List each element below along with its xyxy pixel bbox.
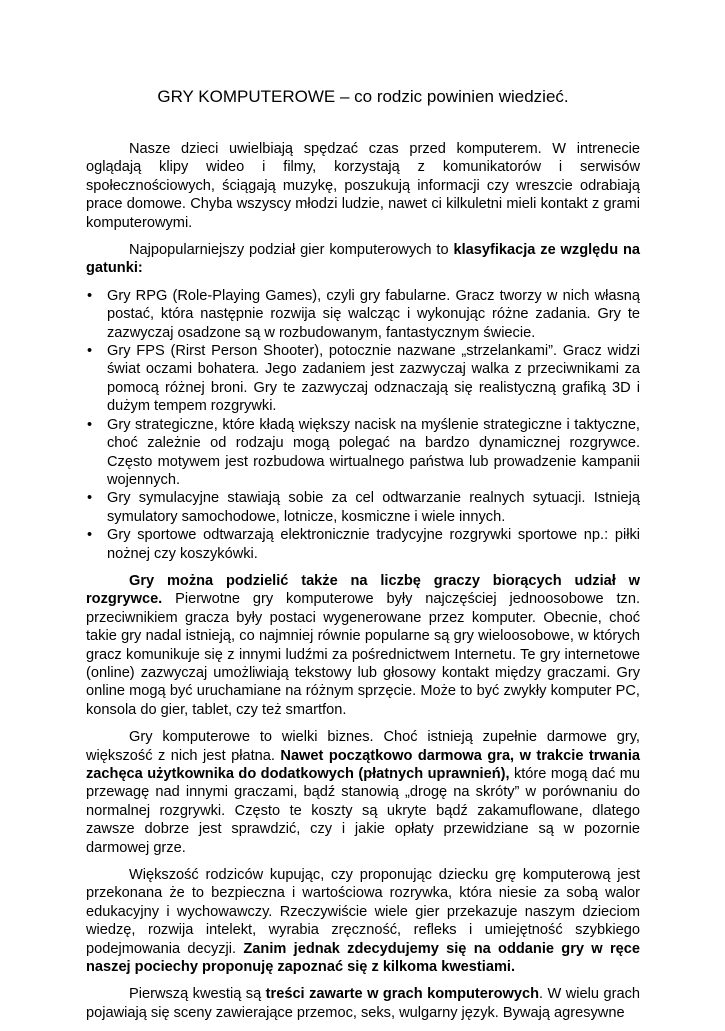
- genre-list: [86, 287, 640, 563]
- paragraph-bold-text: klasyfikacja ze względu na gatunki:: [86, 242, 640, 277]
- document-body: [86, 140, 640, 1031]
- paragraph-bold-text: Nawet początkowo darmowa gra, w trakcie trwania zachęca użytkownika do dodatkowych (płatnych uprawnień),: [86, 747, 640, 782]
- paragraph-text: Pierwotne gry komputerowe były najczęściej jednoosobowe tzn. przeciwnikiem gracza były postaci wygenerowane przez komputer. Obecnie, choć takie gry nadal istnieją, co najmniej równie popularne są gry wieloosobowe, w których gracz komunikuje się z innymi ludźmi za pośrednictwem Internetu. Te gry internetowe (online) zazwyczaj umożliwiają tekstowy lub głosowy kontakt między graczami. Gry online mogą być uruchamiane na różnym sprzęcie. Może to być zwykły komputer PC, konsola do gier, tablet, czy też smartfon.: [86, 591, 640, 718]
- list-item: • Gry sportowe odtwarzają elektronicznie tradycyjne rozgrywki sportowe np.: piłki nożnej czy koszykówki.: [86, 526, 640, 563]
- paragraph-text: Najpopularniejszy podział gier komputerowych to: [129, 242, 454, 259]
- paragraph-players: [86, 572, 640, 719]
- paragraph-content: [86, 985, 640, 1022]
- paragraph-business: [86, 728, 640, 857]
- paragraph-parents: [86, 866, 640, 976]
- list-item: • Gry FPS (Rirst Person Shooter), potocznie nazwane „strzelankami”. Gracz widzi świat oczami bohatera. Jego zadaniem jest zazwyczaj walka z przeciwnikami za pomocą różnej broni. Gry te zazwyczaj odznaczają się realistyczną grafiką 3D i dużym tempem rozgrywki.: [86, 342, 640, 416]
- list-item: • Gry strategiczne, które kładą większy nacisk na myślenie strategiczne i taktyczne, choć zależnie od rodzaju mogą polegać na bardzo dynamicznej rozgrywce. Często motywem jest rozbudowa wirtualnego państwa lub prowadzenie kampanii wojennych.: [86, 416, 640, 490]
- paragraph-text: które mogą dać mu przewagę nad innymi graczami, bądź stanowią „drogę na skróty” w porównaniu do normalnej rozgrywki. Często te koszty są ukryte bądź zakamuflowane, dlatego zawsze dobrze jest sprawdzić, czy i jakie opłaty przewidziane są w pozornie darmowej grze.: [86, 766, 640, 856]
- paragraph-classification: [86, 241, 640, 278]
- paragraph-bold-text: treści zawarte w grach komputerowych: [265, 986, 539, 1003]
- paragraph-intro: Nasze dzieci uwielbiają spędzać czas przed komputerem. W intrenecie oglądają klipy wideo i filmy, korzystają z komunikatorów i serwisów społecznościowych, ściągają muzykę, poszukują informacji czy wreszcie odrabiają prace domowe. Chyba wszyscy młodzi ludzie, nawet ci kilkuletni mieli kontakt z grami komputerowymi.: [86, 141, 640, 231]
- paragraph-text: Gry komputerowe to wielki biznes. Choć istnieją zupełnie darmowe gry, większość z nich jest płatna.: [86, 729, 640, 764]
- paragraph-bold-text: Gry można podzielić także na liczbę graczy biorących udział w rozgrywce.: [86, 572, 640, 608]
- paragraph-bold-text: Zanim jednak zdecydujemy się na oddanie gry w ręce naszej pociechy proponuję zapoznać się z kilkoma kwestiami.: [86, 940, 640, 976]
- page-title: GRY KOMPUTEROWE – co rodzic powinien wiedzieć.: [157, 87, 569, 106]
- list-item: • Gry RPG (Role-Playing Games), czyli gry fabularne. Gracz tworzy w nich własną postać, która następnie rozwija się walcząc i wykonując różne zadania. Gry te zazwyczaj osadzone są w rozbudowanym, fantastycznym świecie.: [86, 287, 640, 342]
- paragraph-text: Większość rodziców kupując, czy proponując dziecku grę komputerową jest przekonana że to bezpieczna i wartościowa rozrywka, która niesie za sobą walor edukacyjny i wychowawczy. Rzeczywiście wiele gier przekazuje naszym dzieciom wiedzę, rozwija intelekt, wyrabia zręczność, refleks i umiejętność szybkiego podejmowania decyzji.: [86, 867, 640, 957]
- paragraph-text: . W wielu grach pojawiają się sceny zawierające przemoc, seks, wulgarny język. Bywają agresywne: [86, 986, 640, 1021]
- paragraph-text: Pierwszą kwestią są: [129, 986, 266, 1003]
- list-item: • Gry symulacyjne stawiają sobie za cel odtwarzanie realnych sytuacji. Istnieją symulatory samochodowe, lotnicze, kosmiczne i wiele innych.: [86, 489, 640, 526]
